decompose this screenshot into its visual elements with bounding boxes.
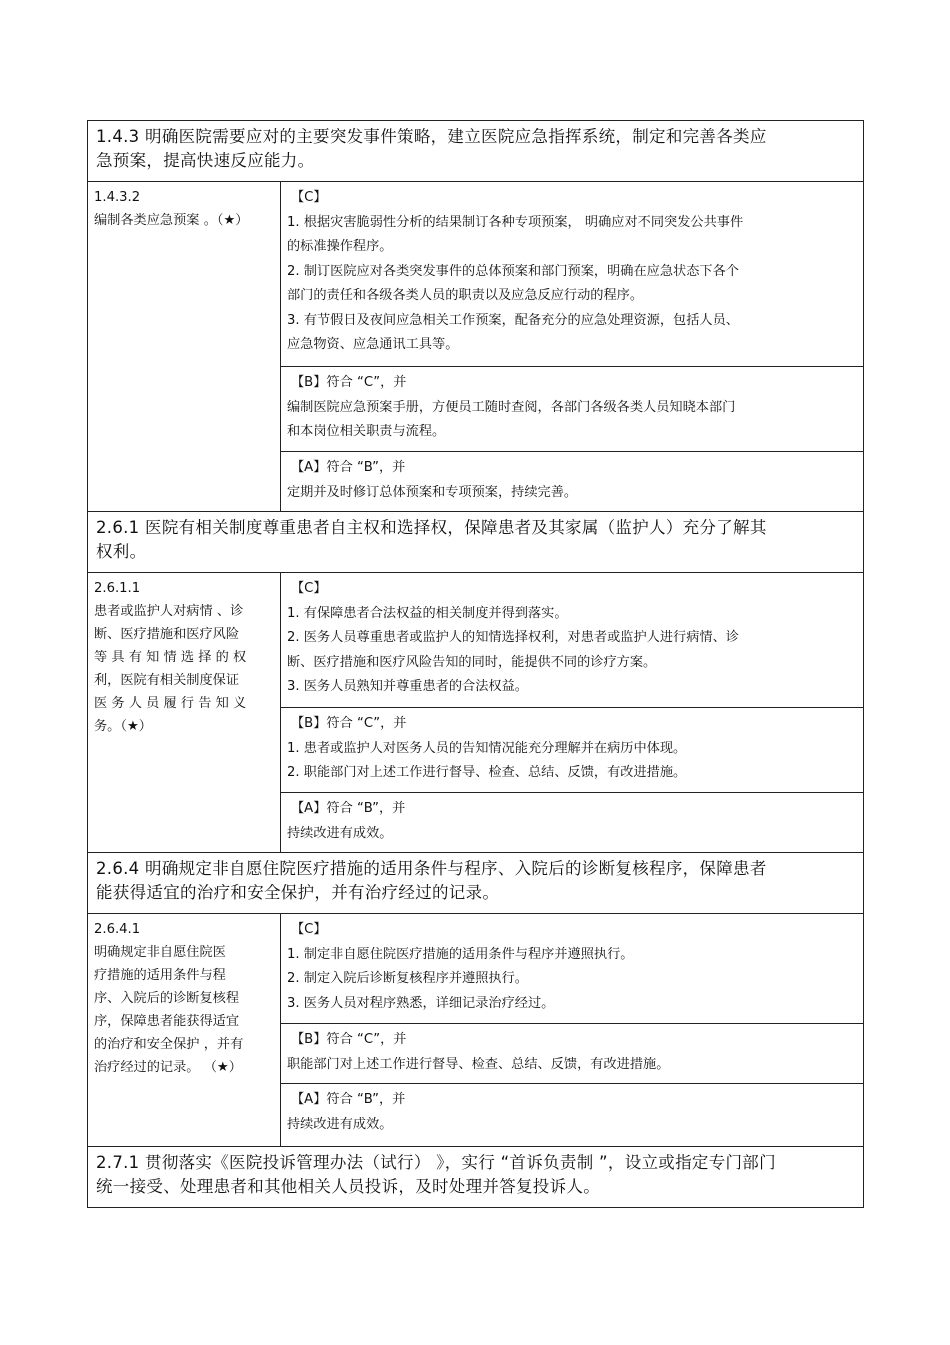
grade-row-c	[88, 573, 864, 708]
grade-c-title: 【C】	[291, 581, 327, 596]
grade-row-c	[88, 914, 864, 1024]
header-line: 急预案，提高快速反应能力。	[96, 151, 315, 170]
grade-b-cell	[281, 1024, 864, 1084]
item-code: 2.6.4.1	[94, 922, 141, 937]
grade-line: 的标准操作程序。	[287, 239, 393, 254]
item-desc: 明确规定非自愿住院医	[94, 945, 226, 960]
grade-line: 2. 职能部门对上述工作进行督导、检查、总结、反馈，有改进措施。	[287, 765, 687, 780]
grade-line: 定期并及时修订总体预案和专项预案，持续完善。	[287, 484, 578, 500]
grade-line: 职能部门对上述工作进行督导、检查、总结、反馈，有改进措施。	[287, 1056, 670, 1072]
header-line: 2.7.1 贯彻落实《医院投诉管理办法（试行） 》，实行 “首诉负责制 ”，设立或指定专门部门	[96, 1153, 776, 1172]
section-header	[88, 121, 864, 182]
grade-c-cell	[281, 182, 864, 367]
grade-a-cell	[281, 452, 864, 512]
item-cell	[88, 573, 281, 853]
item-cell	[88, 182, 281, 512]
grade-a-cell	[281, 1084, 864, 1147]
standards-table	[87, 120, 864, 1208]
grade-line: 编制医院应急预案手册，方便员工随时查阅，各部门各级各类人员知晓本部门	[287, 399, 736, 415]
grade-line: 1. 有保障患者合法权益的相关制度并得到落实。	[287, 605, 568, 621]
grade-line: 3. 有节假日及夜间应急相关工作预案，配备充分的应急处理资源，包括人员、	[287, 312, 739, 328]
grade-c-title: 【C】	[291, 922, 327, 937]
item-cell	[88, 914, 281, 1147]
section-header-row	[88, 512, 864, 573]
grade-c-cell	[281, 914, 864, 1024]
grade-line: 持续改进有成效。	[287, 1116, 393, 1132]
header-line: 权利。	[96, 542, 147, 561]
section-header	[88, 512, 864, 573]
item-desc: 治疗经过的记录。 （★）	[94, 1060, 242, 1075]
grade-line: 1. 根据灾害脆弱性分析的结果制订各种专项预案， 明确应对不同突发公共事件	[287, 214, 744, 230]
item-desc: 编制各类应急预案 。（★）	[94, 213, 249, 228]
header-line: 1.4.3 明确医院需要应对的主要突发事件策略，建立医院应急指挥系统，制定和完善各类应	[96, 127, 767, 146]
header-line: 2.6.4 明确规定非自愿住院医疗措施的适用条件与程序、入院后的诊断复核程序，保障患者	[96, 859, 767, 878]
grade-b-title: 【B】符合 “C”，并	[291, 716, 407, 731]
grade-line: 2. 制定入院后诊断复核程序并遵照执行。	[287, 971, 528, 986]
section-header	[88, 1147, 864, 1208]
header-line: 统一接受、处理患者和其他相关人员投诉，及时处理并答复投诉人。	[96, 1177, 600, 1196]
item-desc: 医 务 人 员 履 行 告 知 义	[94, 696, 247, 711]
header-line: 2.6.1 医院有相关制度尊重患者自主权和选择权，保障患者及其家属（监护人）充分了解其	[96, 518, 767, 537]
section-header-row	[88, 853, 864, 914]
grade-line: 2. 制订医院应对各类突发事件的总体预案和部门预案，明确在应急状态下各个	[287, 263, 739, 279]
item-desc: 序、入院后的诊断复核程	[94, 991, 240, 1006]
grade-b-title: 【B】符合 “C”，并	[291, 375, 407, 390]
grade-line: 断、医疗措施和医疗风险告知的同时，能提供不同的诊疗方案。	[287, 654, 657, 670]
section-header	[88, 853, 864, 914]
item-desc: 务。（★）	[94, 719, 152, 734]
grade-a-title: 【A】符合 “B”，并	[291, 1092, 406, 1107]
item-code: 2.6.1.1	[94, 581, 141, 596]
section-header-row	[88, 121, 864, 182]
section-header-row	[88, 1147, 864, 1208]
grade-b-cell	[281, 367, 864, 452]
grade-row-c	[88, 182, 864, 367]
item-desc: 等 具 有 知 情 选 择 的 权	[94, 650, 247, 665]
grade-a-cell	[281, 793, 864, 853]
grade-c-title: 【C】	[291, 190, 327, 205]
grade-line: 1. 患者或监护人对医务人员的告知情况能充分理解并在病历中体现。	[287, 740, 687, 756]
grade-b-cell	[281, 708, 864, 793]
item-desc: 的治疗和安全保护 ，并有	[94, 1037, 244, 1052]
grade-line: 3. 医务人员熟知并尊重患者的合法权益。	[287, 679, 528, 694]
grade-line: 持续改进有成效。	[287, 825, 393, 841]
grade-line: 2. 医务人员尊重患者或监护人的知情选择权利，对患者或监护人进行病情、诊	[287, 630, 739, 645]
grade-line: 部门的责任和各级各类人员的职责以及应急反应行动的程序。	[287, 288, 644, 303]
grade-b-title: 【B】符合 “C”，并	[291, 1032, 407, 1047]
item-desc: 断、医疗措施和医疗风险	[94, 627, 240, 642]
grade-line: 应急物资、应急通讯工具等。	[287, 337, 459, 352]
item-desc: 患者或监护人对病情 、诊	[94, 604, 244, 619]
grade-line: 1. 制定非自愿住院医疗措施的适用条件与程序并遵照执行。	[287, 946, 634, 962]
standards-document	[87, 120, 863, 1208]
item-desc: 疗措施的适用条件与程	[94, 968, 226, 983]
grade-line: 和本岗位相关职责与流程。	[287, 424, 446, 439]
grade-line: 3. 医务人员对程序熟悉，详细记录治疗经过。	[287, 995, 555, 1011]
grade-c-cell	[281, 573, 864, 708]
item-code: 1.4.3.2	[94, 190, 141, 205]
item-desc: 序，保障患者能获得适宜	[94, 1014, 240, 1029]
header-line: 能获得适宜的治疗和安全保护，并有治疗经过的记录。	[96, 883, 500, 902]
grade-a-title: 【A】符合 “B”，并	[291, 460, 406, 475]
item-desc: 利，医院有相关制度保证	[94, 673, 240, 688]
grade-a-title: 【A】符合 “B”，并	[291, 801, 406, 816]
